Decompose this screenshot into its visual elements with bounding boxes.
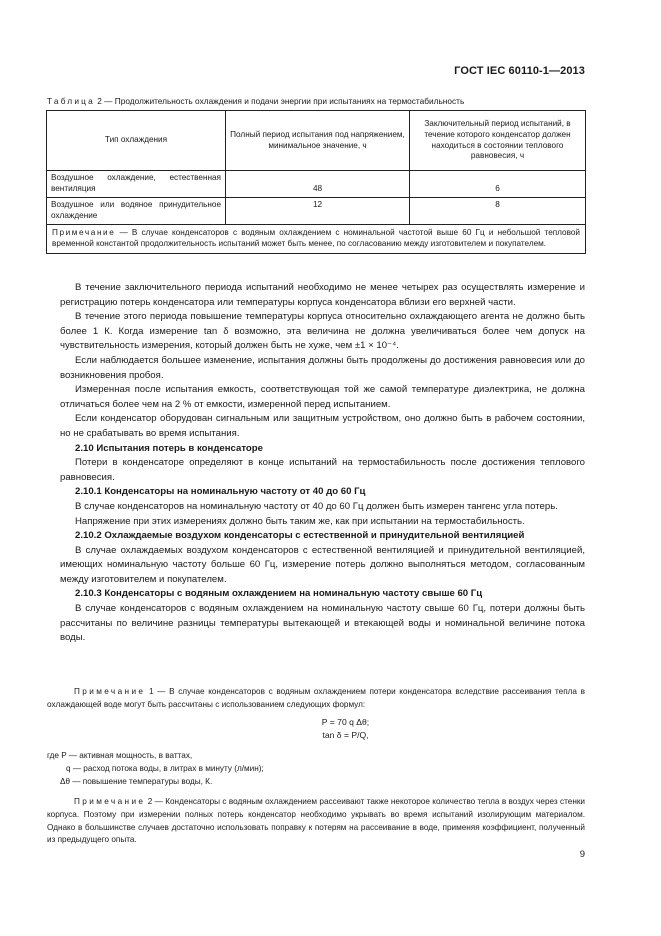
formula-tan-delta: tan δ = P/Q, bbox=[322, 730, 369, 740]
table-caption bbox=[47, 96, 587, 106]
paragraph: Если наблюдается большее изменение, испытания должны быть продолжены до достижения равновесия или до возникновения пробоя. bbox=[60, 354, 585, 381]
definition-delta-theta: Δθ — повышение температуры воды, К. bbox=[60, 777, 213, 786]
table-note-row bbox=[47, 225, 586, 254]
col-header-cooling-type: Тип охлаждения bbox=[47, 111, 226, 171]
row-cooling-type: Воздушное охлаждение, естественная вентиляция bbox=[47, 171, 226, 198]
paragraph: Потери в конденсаторе определяют в конце испытаний на термостабильность после достижения теплового равновесия. bbox=[60, 457, 585, 483]
table-header-row bbox=[47, 111, 586, 171]
col-header-full-period: Полный период испытания под напряжением, минимальное значение, ч bbox=[226, 111, 410, 171]
cooling-duration-table bbox=[46, 110, 586, 254]
note-1-word: Примечание bbox=[74, 687, 146, 696]
paragraph: В течение заключительного периода испытаний необходимо не менее четырех раз осуществлять измерение и регистрацию потерь конденсатора или температуры корпуса конденсатора вблизи его верхней части. bbox=[60, 282, 585, 308]
paragraph: В случае конденсаторов на номинальную частоту от 40 до 60 Гц должен быть измерен тангенс угла потерь. bbox=[75, 500, 558, 512]
page-number: 9 bbox=[579, 849, 585, 860]
definitions bbox=[47, 749, 587, 788]
note-2 bbox=[47, 796, 585, 847]
table-row bbox=[47, 198, 586, 225]
section-heading-2-10-2: 2.10.2 Охлаждаемые воздухом конденсаторы с естественной и принудительной вентиляцией bbox=[75, 530, 525, 542]
paragraph: Если конденсатор оборудован сигнальным или защитным устройством, оно должно быть в рабочем состоянии, но не срабатывать во время испытания. bbox=[60, 413, 585, 439]
table-note bbox=[47, 225, 586, 254]
body-text bbox=[60, 281, 585, 646]
row-full-period: 48 bbox=[226, 171, 410, 198]
table-note-text: — В случае конденсаторов с водяным охлаждением с номинальной частотой выше 60 Гц и небольшой тепловой временной константой продолжительность испытаний может быть менее, по согласованию между изготовителем и покупателем. bbox=[52, 228, 580, 248]
note-1 bbox=[47, 686, 585, 711]
paragraph: Напряжение при этих измерениях должно быть таким же, как при испытании на термостабильность. bbox=[75, 515, 525, 527]
standard-header: ГОСТ IEC 60110-1—2013 bbox=[454, 65, 585, 77]
row-cooling-type: Воздушное или водяное принудительное охлаждение bbox=[47, 198, 226, 225]
note-2-word: Примечание bbox=[74, 797, 146, 806]
table-caption-text: 2 — Продолжительность охлаждения и подачи энергии при испытаниях на термостабильность bbox=[97, 96, 465, 106]
row-full-period: 12 bbox=[226, 198, 410, 225]
definition-p: где P — активная мощность, в ваттах, bbox=[47, 751, 193, 760]
formulas bbox=[0, 716, 661, 742]
col-header-final-period: Заключительный период испытаний, в течение которого конденсатор должен находиться в состоянии теплового равновесия, ч bbox=[410, 111, 586, 171]
paragraph: В течение этого периода повышение температуры корпуса относительно охлаждающего агента не должно быть более 1 К. Когда измерение tan δ возможно, эта величина не должна увеличиваться более чем допуск на чувствительность измерения, который должен быть не хуже, чем ±1 × 10⁻⁴. bbox=[60, 311, 585, 352]
formula-power: P = 70 q Δθ; bbox=[321, 717, 370, 727]
table-row bbox=[47, 171, 586, 198]
paragraph: В случае охлаждаемых воздухом конденсаторов с естественной вентиляцией и принудительной вентиляцией, имеющих номинальную частоту больше 60 Гц, измерение потерь должно выполняться методом, согласованным между изготовителем и покупателем. bbox=[60, 544, 585, 585]
paragraph: В случае конденсаторов с водяным охлаждением на номинальную частоту свыше 60 Гц, потери должны быть рассчитаны по величине разницы температуры вытекающей и втекающей воды и номинальной величине потока воды. bbox=[60, 603, 585, 644]
note-1-text: 1 — В случае конденсаторов с водяным охлаждением потери конденсатора вследствие рассеивания тепла в охлаждающей воде могут быть рассчитаны с использованием следующих формул: bbox=[47, 687, 585, 709]
definition-q: q — расход потока воды, в литрах в минуту (л/мин); bbox=[66, 764, 264, 773]
row-final-period: 8 bbox=[410, 198, 586, 225]
section-heading-2-10-1: 2.10.1 Конденсаторы на номинальную частоту от 40 до 60 Гц bbox=[75, 486, 366, 498]
row-final-period: 6 bbox=[410, 171, 586, 198]
paragraph: Измеренная после испытания емкость, соответствующая той же самой температуре диэлектрика, не должна отличаться более чем на 2 % от емкости, измеренной перед испытанием. bbox=[60, 384, 585, 410]
section-heading-2-10: 2.10 Испытания потерь в конденсаторе bbox=[75, 442, 263, 454]
note-2-text: 2 — Конденсаторы с водяным охлаждением рассеивают также некоторое количество тепла в воздух через стенки корпуса. Поэтому при измерении полных потерь конденсатор необходимо укрывать во время испытаний изолирующим материалом. Однако в большинстве случаев достаточно использовать поправку к потерям на рассеивание в воде, применяя коэффициент, полученный из предыдущего опыта. bbox=[47, 797, 586, 845]
table-caption-word: Таблица bbox=[47, 96, 95, 106]
section-heading-2-10-3: 2.10.3 Конденсаторы с водяным охлаждением на номинальную частоту свыше 60 Гц bbox=[75, 588, 483, 600]
table-note-word: Примечание bbox=[52, 228, 116, 237]
